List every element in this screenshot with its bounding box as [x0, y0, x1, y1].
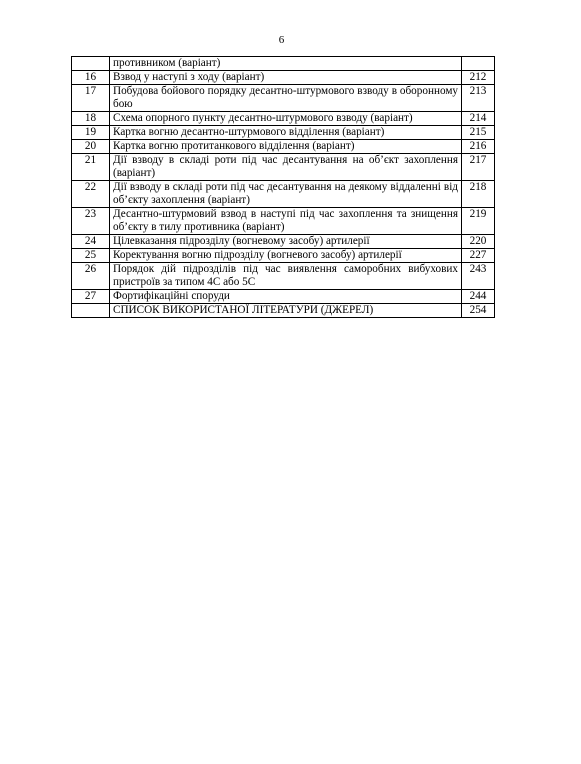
table-row — [72, 57, 495, 71]
toc-body — [72, 57, 495, 318]
row-title: противником (варіант) — [110, 57, 462, 71]
row-title: Порядок дій підрозділів під час виявлення саморобних вибухових пристроїв за типом 4С або 5С — [110, 263, 462, 290]
row-page: 254 — [462, 304, 495, 318]
row-title: Побудова бойового порядку десантно-штурмового взводу в оборонному бою — [110, 85, 462, 112]
row-title: Взвод у наступі з ходу (варіант) — [110, 71, 462, 85]
row-number: 21 — [72, 154, 110, 181]
row-page: 217 — [462, 154, 495, 181]
row-page: 244 — [462, 290, 495, 304]
row-title: Схема опорного пункту десантно-штурмового взводу (варіант) — [110, 112, 462, 126]
row-page: 218 — [462, 181, 495, 208]
row-title: Цілевказання підрозділу (вогневому засобу) артилерії — [110, 235, 462, 249]
row-page: 219 — [462, 208, 495, 235]
table-row — [72, 71, 495, 85]
table-row — [72, 208, 495, 235]
row-title: Дії взводу в складі роти під час десантування на об’єкт захоплення (варіант) — [110, 154, 462, 181]
row-title: Картка вогню десантно-штурмового відділення (варіант) — [110, 126, 462, 140]
row-title: Картка вогню протитанкового відділення (варіант) — [110, 140, 462, 154]
table-row — [72, 85, 495, 112]
row-number: 19 — [72, 126, 110, 140]
table-row — [72, 126, 495, 140]
row-number — [72, 57, 110, 71]
row-number: 16 — [72, 71, 110, 85]
row-title: Десантно-штурмовий взвод в наступі під час захоплення та знищення об’єкту в тилу противника (варіант) — [110, 208, 462, 235]
table-row — [72, 263, 495, 290]
row-number: 25 — [72, 249, 110, 263]
row-number: 18 — [72, 112, 110, 126]
row-number — [72, 304, 110, 318]
row-number: 26 — [72, 263, 110, 290]
row-page: 215 — [462, 126, 495, 140]
table-row — [72, 304, 495, 318]
row-page — [462, 57, 495, 71]
page-number: 6 — [278, 34, 285, 46]
table-row — [72, 181, 495, 208]
table-row — [72, 290, 495, 304]
row-page: 214 — [462, 112, 495, 126]
table-of-contents — [71, 56, 495, 318]
table-row — [72, 140, 495, 154]
table-row — [72, 235, 495, 249]
row-page: 213 — [462, 85, 495, 112]
row-title: Фортифікаційні споруди — [110, 290, 462, 304]
row-number: 17 — [72, 85, 110, 112]
table-row — [72, 154, 495, 181]
row-number: 22 — [72, 181, 110, 208]
row-number: 24 — [72, 235, 110, 249]
row-page: 216 — [462, 140, 495, 154]
row-number: 23 — [72, 208, 110, 235]
row-page: 220 — [462, 235, 495, 249]
row-title: СПИСОК ВИКОРИСТАНОЇ ЛІТЕРАТУРИ (ДЖЕРЕЛ) — [110, 304, 462, 318]
row-number: 27 — [72, 290, 110, 304]
row-page: 212 — [462, 71, 495, 85]
row-title: Коректування вогню підрозділу (вогневого засобу) артилерії — [110, 249, 462, 263]
row-number: 20 — [72, 140, 110, 154]
table-row — [72, 112, 495, 126]
row-page: 243 — [462, 263, 495, 290]
row-title: Дії взводу в складі роти під час десантування на деякому віддаленні від об’єкту захоплення (варіант) — [110, 181, 462, 208]
row-page: 227 — [462, 249, 495, 263]
table-row — [72, 249, 495, 263]
